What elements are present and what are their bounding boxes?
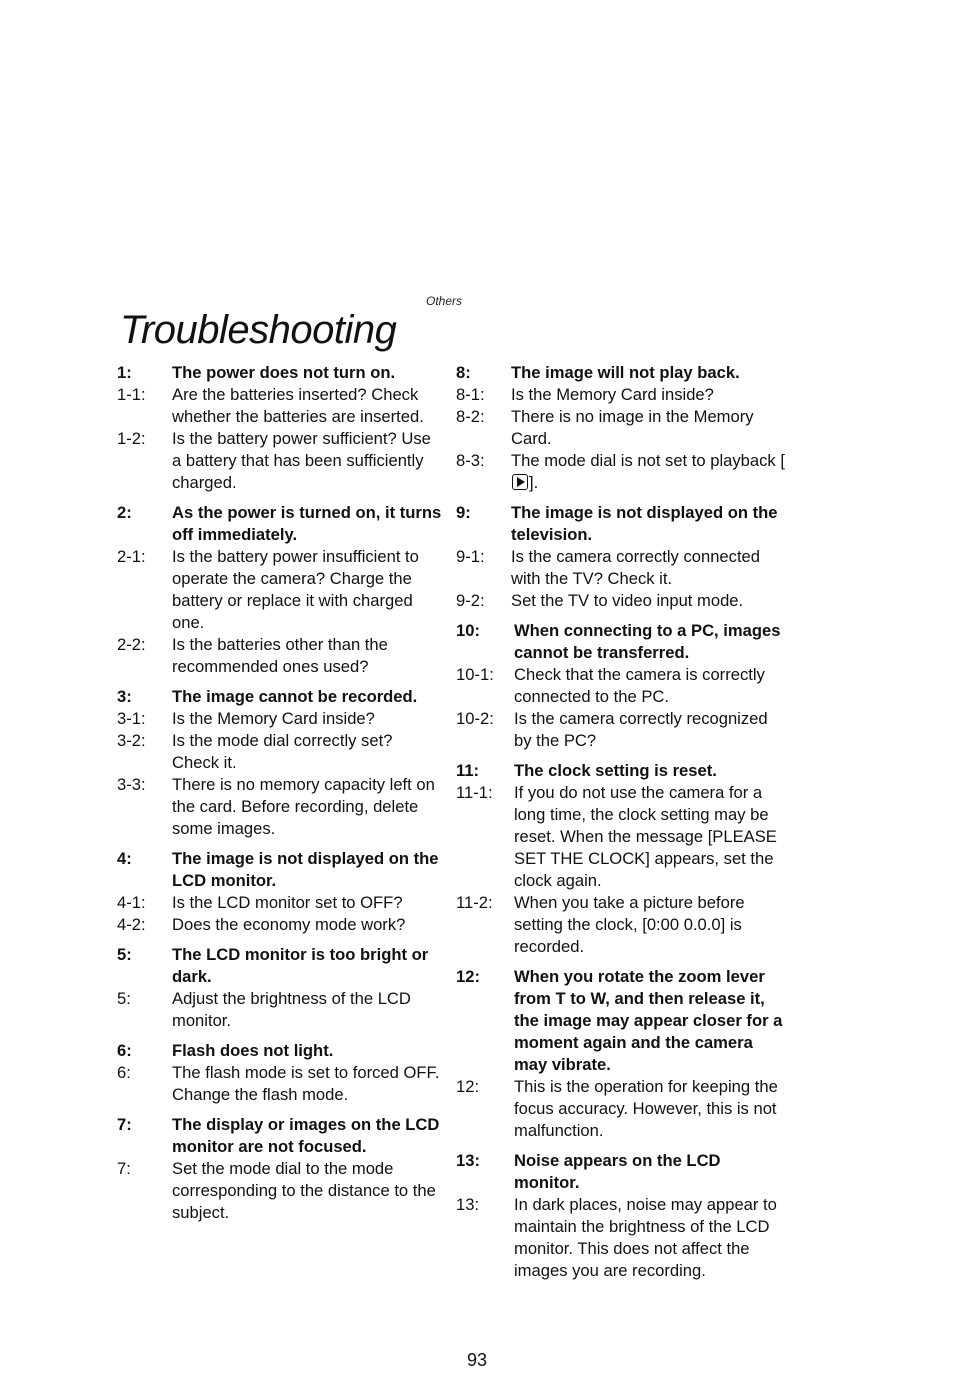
sub-text: There is no memory capacity left on the card. Before recording, delete some images. bbox=[172, 775, 435, 838]
sub-number: 10-2: bbox=[456, 709, 494, 728]
item-number: 5: bbox=[117, 945, 132, 964]
sub-number: 8-2: bbox=[456, 407, 485, 426]
sub-text: Is the Memory Card inside? bbox=[172, 709, 375, 728]
trouble-item-12 bbox=[456, 966, 786, 1142]
item-heading: The display or images on the LCD monitor are not focused. bbox=[172, 1115, 440, 1156]
item-heading: As the power is turned on, it turns off immediately. bbox=[172, 503, 442, 544]
sub-number: 10-1: bbox=[456, 665, 494, 684]
sub-number: 3-1: bbox=[117, 709, 146, 728]
sub-text: Is the Memory Card inside? bbox=[511, 385, 714, 404]
sub-text: In dark places, noise may appear to maintain the brightness of the LCD monitor. This does not affect the images you are recording. bbox=[514, 1195, 777, 1280]
sub-number: 1-1: bbox=[117, 385, 146, 404]
sub-text: Are the batteries inserted? Check whether the batteries are inserted. bbox=[172, 385, 424, 426]
item-number: 2: bbox=[117, 503, 132, 522]
sub-text-after-icon: ]. bbox=[529, 473, 539, 492]
item-heading: The image is not displayed on the television. bbox=[511, 503, 778, 544]
item-number: 11: bbox=[456, 761, 480, 780]
item-heading: Flash does not light. bbox=[172, 1041, 334, 1060]
sub-text: Is the battery power sufficient? Use a battery that has been sufficiently charged. bbox=[172, 429, 431, 492]
section-label: Others bbox=[426, 294, 463, 308]
item-heading: The image will not play back. bbox=[511, 363, 740, 382]
item-heading: When you rotate the zoom lever from T to W, and then release it, the image may appear closer for a moment again and the camera may vibrate. bbox=[514, 967, 783, 1074]
sub-text: Check that the camera is correctly connected to the PC. bbox=[514, 665, 765, 706]
sub-number: 3-2: bbox=[117, 731, 146, 750]
sub-number: 9-2: bbox=[456, 591, 485, 610]
sub-text: This is the operation for keeping the focus accuracy. However, this is not malfunction. bbox=[514, 1077, 778, 1140]
item-heading: The power does not turn on. bbox=[172, 363, 396, 382]
sub-text: Is the LCD monitor set to OFF? bbox=[172, 893, 403, 912]
item-heading: The clock setting is reset. bbox=[514, 761, 717, 780]
trouble-item-1 bbox=[117, 362, 442, 494]
sub-text: Set the mode dial to the mode corresponding to the distance to the subject. bbox=[172, 1159, 436, 1222]
item-number: 8: bbox=[456, 363, 471, 382]
sub-number: 6: bbox=[117, 1063, 131, 1082]
item-number: 1: bbox=[117, 363, 132, 382]
item-number: 12: bbox=[456, 967, 480, 986]
sub-text: Is the battery power insufficient to operate the camera? Charge the battery or replace it with charged one. bbox=[172, 547, 419, 632]
item-heading: The image cannot be recorded. bbox=[172, 687, 418, 706]
right-column bbox=[456, 362, 786, 1290]
sub-text: Is the camera correctly connected with the TV? Check it. bbox=[511, 547, 761, 588]
page-number: 93 bbox=[466, 1350, 488, 1370]
sub-number: 9-1: bbox=[456, 547, 485, 566]
sub-text: Set the TV to video input mode. bbox=[511, 591, 744, 610]
trouble-item-4 bbox=[117, 848, 442, 936]
sub-text: The flash mode is set to forced OFF. Change the flash mode. bbox=[172, 1063, 440, 1104]
sub-number: 5: bbox=[117, 989, 131, 1008]
trouble-item-9 bbox=[456, 502, 786, 612]
sub-text: Is the camera correctly recognized by the PC? bbox=[514, 709, 768, 750]
trouble-item-6 bbox=[117, 1040, 442, 1106]
trouble-item-10 bbox=[456, 620, 786, 752]
sub-number: 4-1: bbox=[117, 893, 146, 912]
item-number: 10: bbox=[456, 621, 480, 640]
playback-icon bbox=[512, 474, 528, 490]
sub-number: 7: bbox=[117, 1159, 131, 1178]
trouble-item-3 bbox=[117, 686, 442, 840]
item-number: 4: bbox=[117, 849, 132, 868]
sub-number: 2-1: bbox=[117, 547, 146, 566]
sub-number: 2-2: bbox=[117, 635, 146, 654]
item-number: 3: bbox=[117, 687, 132, 706]
sub-number: 4-2: bbox=[117, 915, 146, 934]
sub-text bbox=[511, 450, 786, 494]
sub-text: If you do not use the camera for a long time, the clock setting may be reset. When the message [PLEASE SET THE CLOCK] appears, set the clock again. bbox=[514, 783, 777, 890]
sub-text: There is no image in the Memory Card. bbox=[511, 407, 754, 448]
sub-text-before-icon: The mode dial is not set to playback [ bbox=[511, 451, 785, 470]
item-heading: When connecting to a PC, images cannot be transferred. bbox=[514, 621, 781, 662]
sub-number: 8-1: bbox=[456, 385, 485, 404]
trouble-item-13 bbox=[456, 1150, 786, 1282]
item-number: 7: bbox=[117, 1115, 132, 1134]
item-heading: Noise appears on the LCD monitor. bbox=[514, 1151, 721, 1192]
page-title: Troubleshooting bbox=[120, 308, 397, 352]
sub-number: 11-2: bbox=[456, 893, 493, 912]
item-number: 13: bbox=[456, 1151, 480, 1170]
sub-number: 3-3: bbox=[117, 775, 146, 794]
left-column bbox=[117, 362, 442, 1232]
trouble-item-7 bbox=[117, 1114, 442, 1224]
sub-text: Is the batteries other than the recommended ones used? bbox=[172, 635, 388, 676]
sub-text: Adjust the brightness of the LCD monitor. bbox=[172, 989, 411, 1030]
sub-number: 13: bbox=[456, 1195, 480, 1214]
trouble-item-8 bbox=[456, 362, 786, 494]
trouble-item-2 bbox=[117, 502, 442, 678]
sub-text: Is the mode dial correctly set? Check it. bbox=[172, 731, 393, 772]
sub-text: Does the economy mode work? bbox=[172, 915, 406, 934]
sub-number: 11-1: bbox=[456, 783, 493, 802]
trouble-item-11 bbox=[456, 760, 786, 958]
item-number: 6: bbox=[117, 1041, 132, 1060]
item-heading: The image is not displayed on the LCD monitor. bbox=[172, 849, 439, 890]
sub-number: 1-2: bbox=[117, 429, 146, 448]
sub-number: 8-3: bbox=[456, 451, 485, 470]
item-heading: The LCD monitor is too bright or dark. bbox=[172, 945, 429, 986]
sub-text: When you take a picture before setting the clock, [0:00 0.0.0] is recorded. bbox=[514, 893, 745, 956]
trouble-item-5 bbox=[117, 944, 442, 1032]
sub-number: 12: bbox=[456, 1077, 480, 1096]
item-number: 9: bbox=[456, 503, 471, 522]
